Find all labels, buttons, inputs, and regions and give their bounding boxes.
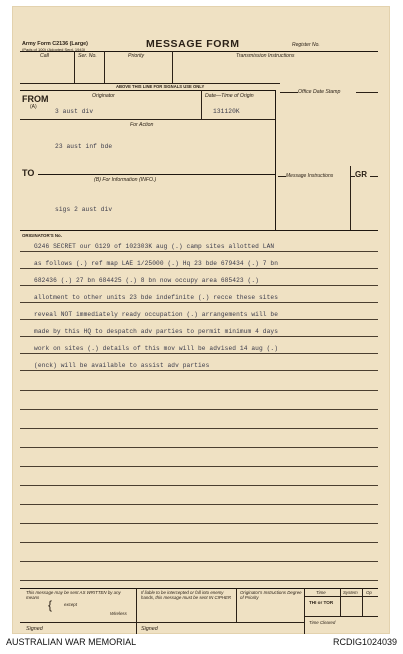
info-label: (B) For Information (INFO.) bbox=[94, 177, 157, 183]
archive-id: RCDIG1024039 bbox=[332, 637, 397, 647]
archive-credit: AUSTRALIAN WAR MEMORIAL bbox=[6, 637, 137, 647]
divider bbox=[340, 588, 341, 616]
ruled-line bbox=[20, 542, 378, 543]
message-line: made by this HQ to despatch adv parties to permit minimum 4 days bbox=[34, 328, 279, 335]
ruled-line bbox=[20, 523, 378, 524]
originator-value: 3 aust div bbox=[55, 108, 94, 115]
divider bbox=[136, 588, 137, 634]
from-box-mid bbox=[20, 119, 275, 120]
ruled-line bbox=[20, 390, 378, 391]
divider bbox=[201, 90, 202, 119]
message-body-top bbox=[20, 230, 378, 231]
to-label: TO bbox=[22, 168, 35, 178]
system-label: System bbox=[343, 590, 358, 595]
thi-tor-label: THI or TOR bbox=[309, 600, 334, 605]
ruled-line bbox=[20, 428, 378, 429]
ruled-line bbox=[20, 409, 378, 410]
for-action-label: For Action bbox=[130, 122, 154, 128]
message-line: G246 SECRET our G129 of 102303K aug (.) camp sites allotted LAN bbox=[34, 243, 275, 250]
wireless-label: Wireless bbox=[110, 611, 127, 616]
signed-rule bbox=[20, 622, 304, 623]
ruled-line bbox=[20, 336, 378, 337]
time-cleared-label: Time Cleared bbox=[309, 620, 336, 625]
time-label: Time bbox=[316, 590, 326, 595]
ruled-line bbox=[20, 268, 378, 269]
dto-value: 131120K bbox=[213, 108, 240, 115]
send-as-written-note: This message may be sent AS WRITTEN by any means bbox=[26, 590, 121, 601]
ruled-line bbox=[20, 319, 378, 320]
to-rule bbox=[38, 174, 275, 175]
originators-no-label: ORIGINATOR'S No. bbox=[22, 233, 62, 238]
register-no-label: Register No. bbox=[292, 42, 320, 48]
ruled-line bbox=[20, 466, 378, 467]
info-value: sigs 2 aust div bbox=[55, 206, 113, 213]
originator-label: Originator bbox=[92, 93, 115, 99]
from-box-top bbox=[20, 90, 275, 91]
time-cleared-rule bbox=[304, 616, 378, 617]
stamp-leader-right bbox=[356, 92, 378, 93]
ruled-line bbox=[20, 561, 378, 562]
message-line: reveal NOT immediately ready occupation (.) arrangements will be bbox=[34, 311, 279, 318]
form-title: MESSAGE FORM bbox=[146, 38, 240, 50]
divider bbox=[172, 51, 173, 83]
ruled-line bbox=[20, 504, 378, 505]
dto-label: Date—Time of Origin bbox=[205, 93, 254, 99]
divider bbox=[362, 588, 363, 616]
time-header-rule bbox=[304, 596, 378, 597]
op-label: Op bbox=[366, 590, 372, 595]
ruled-line bbox=[20, 485, 378, 486]
divider bbox=[236, 588, 237, 622]
transmission-label: Transmission Instructions bbox=[236, 53, 295, 59]
footer-block-top bbox=[20, 588, 378, 589]
gr-leader-left bbox=[350, 176, 355, 177]
ruled-line bbox=[20, 353, 378, 354]
office-date-stamp-label: Office Date Stamp bbox=[298, 89, 341, 95]
message-line: allotment to other units 23 bde indefinite (.) recce these sites bbox=[34, 294, 279, 301]
from-label: FROM bbox=[22, 94, 49, 104]
message-instructions-label: Message Instructions bbox=[286, 173, 334, 179]
except-label: except bbox=[64, 602, 77, 607]
signals-use-note: ABOVE THIS LINE FOR SIGNALS USE ONLY bbox=[116, 84, 205, 89]
cipher-note: If liable to be intercepted or fall into enemy hands, this message must be sent IN CIPHER bbox=[141, 590, 232, 601]
for-action-value: 23 aust inf bde bbox=[55, 143, 113, 150]
originator-instructions-label: Originator's Instructions Degree of Priority bbox=[240, 590, 302, 601]
message-line: work on sites (.) details of this mov will be advised 14 aug (.) bbox=[34, 345, 279, 352]
signed-label: Signed bbox=[141, 626, 158, 632]
gr-label: GR bbox=[355, 170, 367, 179]
from-box-right bbox=[275, 90, 276, 230]
ruled-line bbox=[20, 580, 378, 581]
signed-label: Signed bbox=[26, 626, 43, 632]
ruled-line bbox=[20, 447, 378, 448]
army-form-number: Army Form C2136 (Large) bbox=[22, 41, 88, 47]
divider bbox=[304, 588, 305, 634]
divider bbox=[74, 51, 75, 83]
ruled-line bbox=[20, 285, 378, 286]
ruled-line bbox=[20, 302, 378, 303]
form-pads-note: (Pads of 100) (Adopted Sept. 1943) bbox=[22, 47, 86, 52]
from-sub-label: (A) bbox=[30, 104, 37, 110]
ruled-line bbox=[20, 370, 378, 371]
divider bbox=[104, 51, 105, 83]
ruled-line bbox=[20, 251, 378, 252]
message-line: 682436 (.) 27 bn 684425 (.) 8 bn now occupy area 685423 (.) bbox=[34, 277, 259, 284]
gr-leader-right bbox=[370, 176, 378, 177]
priority-label: Priority bbox=[128, 53, 145, 59]
call-label: Call bbox=[40, 53, 49, 59]
message-line: (enck) will be available to assist adv parties bbox=[34, 362, 210, 369]
message-line: as follows (.) ref map LAE 1/25000 (.) Hq 23 bde 679434 (.) 7 bn bbox=[34, 260, 279, 267]
stamp-leader-left bbox=[280, 92, 298, 93]
brace-glyph: { bbox=[48, 598, 53, 612]
ser-no-label: Ser. No. bbox=[78, 53, 97, 59]
instr-leader bbox=[278, 176, 286, 177]
